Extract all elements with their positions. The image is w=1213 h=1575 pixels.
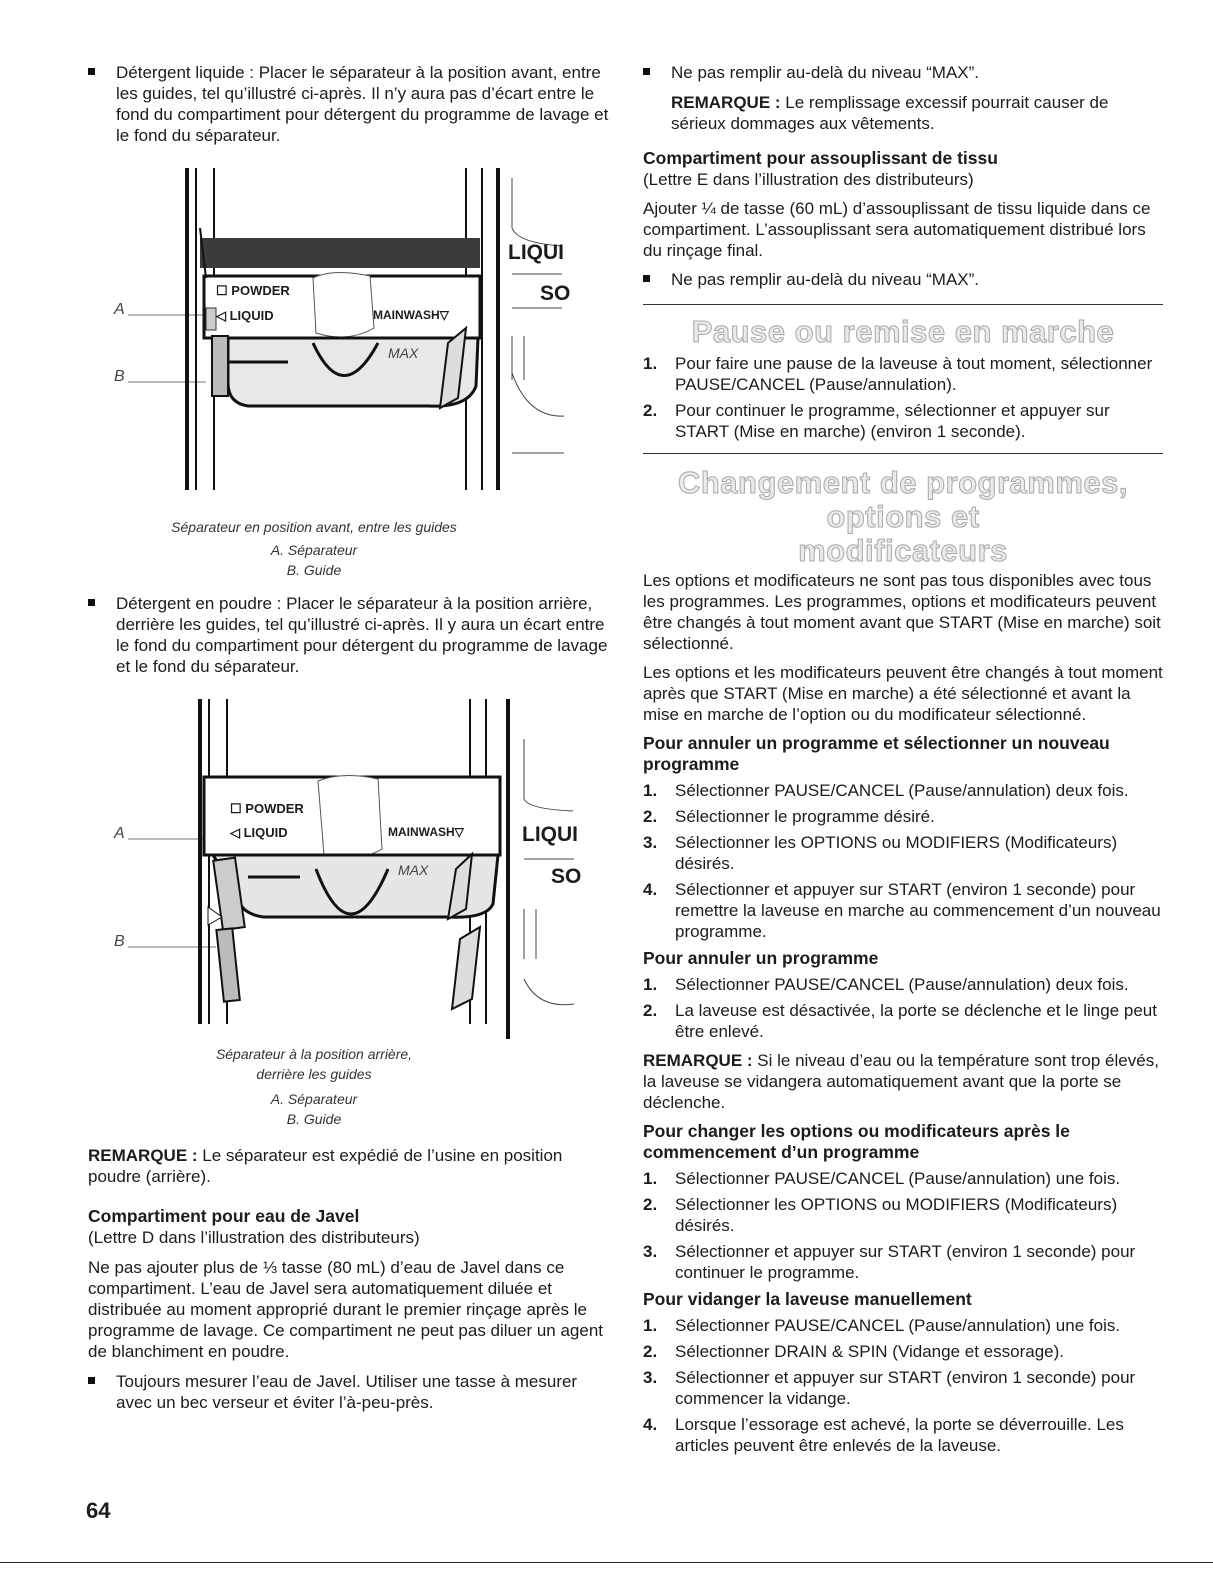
step-number: 4.	[643, 880, 658, 899]
step-text: Sélectionner les OPTIONS ou MODIFIERS (Modificateurs) désirés.	[675, 1195, 1118, 1235]
note-text: Le séparateur est expédié de l’usine en position poudre (arrière).	[88, 1146, 563, 1186]
mainwash-label: MAINWASH▽	[373, 308, 449, 322]
numbered-step	[643, 400, 1163, 442]
liquid-label: ◁ LIQUID	[230, 825, 288, 840]
numbered-step	[643, 1341, 1163, 1362]
pause-steps-list	[643, 353, 1163, 442]
change-section-title-line2: modificateurs	[798, 533, 1008, 568]
footer-rule	[0, 1562, 1213, 1563]
liquid-label: ◁ LIQUID	[216, 308, 274, 323]
dispenser-illustration-back	[88, 699, 610, 1044]
drain-heading: Pour vidanger la laveuse manuellement	[643, 1289, 972, 1309]
numbered-step	[643, 353, 1163, 395]
bullet-javel-measure	[88, 1371, 610, 1413]
bullet-max-level	[643, 62, 1163, 83]
step-text: Sélectionner PAUSE/CANCEL (Pause/annulation) une fois.	[675, 1316, 1121, 1335]
step-text: Pour continuer le programme, sélectionner et appuyer sur START (Mise en marche) (environ 1 seconde).	[675, 401, 1110, 441]
step-number: 2.	[643, 1195, 658, 1214]
cancel-new-steps-list	[643, 780, 1163, 942]
note-text: Le remplissage excessif pourrait causer de sérieux dommages aux vêtements.	[671, 93, 1109, 133]
step-text: Sélectionner le programme désiré.	[675, 807, 935, 826]
step-number: 3.	[643, 833, 658, 852]
bullet-square	[643, 68, 650, 75]
numbered-step	[643, 1168, 1163, 1189]
bullet-square	[643, 275, 650, 282]
figure1-caption-title: Séparateur en position avant, entre les guides	[171, 519, 457, 535]
figure-separator-back	[88, 699, 610, 1044]
step-text: Pour faire une pause de la laveuse à tout moment, sélectionner PAUSE/CANCEL (Pause/annulation).	[675, 354, 1153, 394]
bullet-text: Détergent liquide : Placer le séparateur à la position avant, entre les guides, tel qu’illustré ci-après. Il n’y aura pas d’écart entre le fond du compartiment pour détergent du programme de lavage et le fond du séparateur.	[116, 63, 609, 145]
note-label: REMARQUE :	[643, 1051, 753, 1070]
step-number: 1.	[643, 354, 658, 373]
step-number: 3.	[643, 1242, 658, 1261]
step-text: Sélectionner PAUSE/CANCEL (Pause/annulation) une fois.	[675, 1169, 1121, 1188]
softener-heading: Compartiment pour assouplissant de tissu	[643, 148, 998, 168]
figure2-caption-a: A. Séparateur	[270, 1091, 358, 1107]
change-section-title-line1: Changement de programmes, options et	[677, 465, 1129, 534]
label-b: B	[114, 933, 125, 950]
step-number: 1.	[643, 1316, 658, 1335]
step-number: 2.	[643, 401, 658, 420]
svg-text:MAX: MAX	[398, 862, 429, 878]
step-number: 4.	[643, 1415, 658, 1434]
step-text: La laveuse est désactivée, la porte se déclenche et le linge peut être enlevé.	[675, 1001, 1157, 1041]
liquid-text: LIQUID	[243, 825, 288, 840]
note-text: Si le niveau d’eau ou la température sont trop élevés, la laveuse se vidangera automatiquement avant que la porte se déclenche.	[643, 1051, 1159, 1112]
step-text: Sélectionner PAUSE/CANCEL (Pause/annulation) deux fois.	[675, 975, 1129, 994]
softener-paragraph: Ajouter ¼ de tasse (60 mL) d’assouplissant de tissu liquide dans ce compartiment. L’assouplissant sera automatiquement distribué lors du rinçage final.	[643, 199, 1151, 260]
numbered-step	[643, 1241, 1163, 1283]
label-b: B	[114, 368, 125, 385]
step-text: Lorsque l’essorage est achevé, la porte se déverrouille. Les articles peuvent être enlevés de la laveuse.	[675, 1415, 1124, 1455]
step-text: Sélectionner les OPTIONS ou MODIFIERS (Modificateurs) désirés.	[675, 833, 1118, 873]
separator-note	[88, 1145, 610, 1187]
bullet-text: Détergent en poudre : Placer le séparateur à la position arrière, derrière les guides, tel qu’illustré ci-après. Il y aura un écart entre le fond du compartiment pour détergent du programme de lavage et le fond du séparateur.	[116, 594, 608, 676]
figure2-caption-line2: derrière les guides	[256, 1066, 372, 1082]
numbered-step	[643, 1367, 1163, 1409]
numbered-step	[643, 1194, 1163, 1236]
right-column	[643, 60, 1163, 1461]
numbered-step	[643, 780, 1163, 801]
bullet-powder-detergent	[88, 593, 610, 677]
powder-text: POWDER	[231, 283, 290, 298]
powder-text: POWDER	[245, 801, 304, 816]
change-options-heading: Pour changer les options ou modificateurs après le commencement d’un programme	[643, 1121, 1070, 1162]
step-number: 1.	[643, 781, 658, 800]
step-text: Sélectionner et appuyer sur START (environ 1 seconde) pour commencer la vidange.	[675, 1368, 1136, 1408]
note-label: REMARQUE :	[671, 93, 781, 112]
softener-subtitle: (Lettre E dans l’illustration des distributeurs)	[643, 170, 974, 189]
numbered-step	[643, 832, 1163, 874]
bullet-square	[88, 68, 95, 75]
change-paragraph-1: Les options et modificateurs ne sont pas tous disponibles avec tous les programmes. Les programmes, options et modificateurs peuvent être changés à tout moment avant que START (Mise en marche) soit sélectionné.	[643, 571, 1161, 653]
step-number: 3.	[643, 1368, 658, 1387]
bullet-square	[88, 599, 95, 606]
page-number: 64	[86, 1498, 111, 1523]
step-text: Sélectionner et appuyer sur START (environ 1 seconde) pour continuer le programme.	[675, 1242, 1136, 1282]
step-number: 2.	[643, 1342, 658, 1361]
left-column	[88, 60, 610, 1413]
divider	[643, 453, 1163, 454]
bullet-square	[88, 1377, 95, 1384]
numbered-step	[643, 879, 1163, 942]
mainwash-text: MAINWASH	[388, 825, 455, 839]
bullet-text: Ne pas remplir au-delà du niveau “MAX”.	[671, 63, 980, 82]
so-label: SO	[540, 282, 571, 305]
powder-label: ☐ POWDER	[216, 283, 290, 298]
liqui-label: LIQUI	[522, 823, 578, 846]
figure1-caption-b: B. Guide	[286, 562, 342, 578]
numbered-step	[643, 1000, 1163, 1042]
step-number: 1.	[643, 975, 658, 994]
cancel-heading: Pour annuler un programme	[643, 948, 879, 968]
change-paragraph-2: Les options et les modificateurs peuvent être changés à tout moment après que START (Mise en marche) a été sélectionné et avant la mise en marche de l’option ou du modificateur sélectionné.	[643, 663, 1163, 724]
bullet-text: Toujours mesurer l’eau de Javel. Utiliser une tasse à mesurer avec un bec verseur et éviter l’à-peu-près.	[116, 1372, 578, 1412]
figure2-caption-b: B. Guide	[286, 1111, 342, 1127]
cancel-steps-list	[643, 974, 1163, 1042]
pause-section-title: Pause ou remise en marche	[691, 314, 1115, 349]
figure-separator-front	[88, 168, 610, 513]
water-level-note	[643, 1050, 1163, 1113]
bullet-liquid-detergent	[88, 62, 610, 146]
numbered-step	[643, 1315, 1163, 1336]
svg-text:MAX: MAX	[388, 345, 419, 361]
drain-steps-list	[643, 1315, 1163, 1456]
bullet-text: Ne pas remplir au-delà du niveau “MAX”.	[671, 270, 980, 289]
figure2-caption-line1: Séparateur à la position arrière,	[215, 1046, 413, 1062]
liqui-label: LIQUI	[508, 241, 564, 264]
javel-paragraph: Ne pas ajouter plus de ⅓ tasse (80 mL) d’eau de Javel dans ce compartiment. L’eau de Javel sera automatiquement diluée et distribuée au moment approprié durant le premier rinçage après le programme de lavage. Ce compartiment ne peut pas diluer un agent de blanchiment en poudre.	[88, 1258, 604, 1361]
mainwash-text: MAINWASH	[373, 308, 440, 322]
overfill-note	[643, 92, 1163, 134]
change-options-steps-list	[643, 1168, 1163, 1283]
label-a: A	[114, 825, 125, 842]
label-a: A	[114, 301, 125, 318]
javel-heading: Compartiment pour eau de Javel	[88, 1206, 360, 1226]
mainwash-label: MAINWASH▽	[388, 825, 464, 839]
step-number: 2.	[643, 807, 658, 826]
liquid-text: LIQUID	[229, 308, 274, 323]
note-label: REMARQUE :	[88, 1146, 198, 1165]
step-text: Sélectionner PAUSE/CANCEL (Pause/annulation) deux fois.	[675, 781, 1129, 800]
bullet-softener-max	[643, 269, 1163, 290]
numbered-step	[643, 806, 1163, 827]
numbered-step	[643, 974, 1163, 995]
javel-subtitle: (Lettre D dans l’illustration des distributeurs)	[88, 1228, 420, 1247]
step-text: Sélectionner DRAIN & SPIN (Vidange et essorage).	[675, 1342, 1064, 1361]
numbered-step	[643, 1414, 1163, 1456]
powder-label: ☐ POWDER	[230, 801, 304, 816]
dispenser-illustration-front	[88, 168, 610, 513]
cancel-new-heading: Pour annuler un programme et sélectionner un nouveau programme	[643, 733, 1110, 774]
step-text: Sélectionner et appuyer sur START (environ 1 seconde) pour remettre la laveuse en marche au commencement d’un nouveau programme.	[675, 880, 1161, 941]
step-number: 1.	[643, 1169, 658, 1188]
figure1-caption-a: A. Séparateur	[270, 542, 358, 558]
so-label: SO	[551, 865, 582, 888]
divider	[643, 304, 1163, 305]
step-number: 2.	[643, 1001, 658, 1020]
